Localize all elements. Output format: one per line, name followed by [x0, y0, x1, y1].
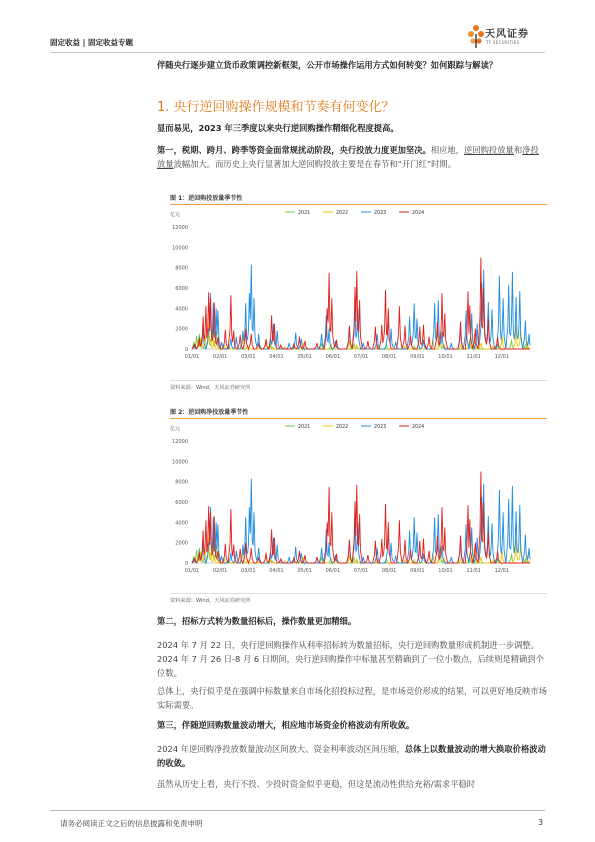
- figure-1-bottom-rule: [170, 380, 547, 381]
- x-tick-label: 08/01: [381, 354, 397, 360]
- x-tick-label: 01/01: [184, 354, 200, 360]
- legend-label-2023: 2023: [374, 211, 387, 216]
- figure-1-rule: [170, 204, 547, 205]
- para5-text: 2024 年逆回购净投放数量波动区间放大、资金利率波动区间压缩，: [157, 744, 405, 754]
- legend-label-2022: 2022: [336, 211, 349, 216]
- figure-2-source: 资料来源：Wind，天风证券研究所: [170, 598, 251, 604]
- legend-label-2021: 2021: [298, 211, 311, 216]
- x-tick-label: 09/01: [410, 354, 425, 360]
- lead-sentence: 显而易见，2023 年三季度以来央行逆回购操作精细化程度提高。: [157, 123, 399, 133]
- para1-bold: 第一，税期、跨月、跨季等资金面常规扰动阶段，央行投放力度更加坚决。: [157, 145, 431, 155]
- section-title: 1. 央行逆回购操作规模和节奏有何变化？: [157, 100, 395, 115]
- x-tick-label: 09/01: [410, 568, 425, 574]
- legend-label-2024: 2024: [412, 211, 425, 216]
- x-tick-label: 12/01: [494, 568, 510, 574]
- x-tick-label: 05/01: [297, 568, 312, 574]
- x-tick-label: 04/01: [269, 568, 284, 574]
- legend-label-2021: 2021: [298, 425, 311, 430]
- figure-2-rule: [170, 418, 547, 419]
- page-number: 3: [538, 818, 543, 827]
- y-axis-label: 亿元: [170, 212, 181, 218]
- y-tick-label: 8000: [175, 479, 188, 486]
- x-tick-label: 03/01: [241, 354, 256, 360]
- paragraph-1: [157, 143, 547, 171]
- x-tick-label: 04/01: [269, 354, 284, 360]
- paragraph-4-heading: 第三，伴随逆回购数量波动增大，相应地市场资金价格波动有所收敛。: [157, 720, 415, 730]
- paragraph-3: 总体上，央行似乎是在强调中标数量来自市场化招投标过程，是市场竞价形成的结果，可以更好地反映市场实际需要。: [157, 686, 547, 710]
- x-tick-label: 07/01: [353, 354, 369, 360]
- figure-2-chart: [170, 421, 540, 579]
- para1-underline-2: 净投放量: [157, 145, 539, 169]
- x-tick-label: 01/01: [184, 568, 200, 574]
- intro-question: 伴随央行逐步建立货币政策调控新框架，公开市场操作运用方式如何转变？如何跟踪与解读？: [157, 60, 498, 70]
- y-tick-label: 2000: [175, 540, 188, 547]
- x-tick-label: 06/01: [325, 354, 341, 360]
- paragraph-2-heading: 第二，招标方式转为数量招标后，操作数量更加精细。: [157, 616, 357, 626]
- logo-subtitle: TF SECURITIES: [486, 40, 520, 45]
- figure-1-source: 资料来源：Wind，天风证券研究所: [170, 385, 251, 391]
- y-tick-label: 0: [184, 347, 188, 353]
- x-tick-label: 12/01: [494, 354, 510, 360]
- x-tick-label: 08/01: [381, 568, 397, 574]
- x-tick-label: 11/01: [466, 568, 481, 574]
- y-tick-label: 4000: [175, 306, 188, 313]
- y-tick-label: 6000: [175, 286, 188, 292]
- x-tick-label: 07/01: [353, 568, 369, 574]
- header-divider: [50, 52, 545, 53]
- legend-label-2024: 2024: [412, 425, 425, 430]
- paragraph-2: 2024 年 7 月 22 日，央行逆回购操作从利率招标转为数量招标，央行逆回购数量形成机制进一步调整。2024 年 7 月 26 日-8 月 6 日期间，央行逆回购操作中标量甚至精确到了一位小数点，后续则是精确到个位数。: [157, 640, 544, 678]
- paragraph-5: [157, 742, 547, 770]
- footer-divider: [50, 810, 545, 811]
- y-tick-label: 10000: [172, 459, 188, 466]
- y-tick-label: 0: [184, 561, 188, 567]
- figure-2-title: 图 2：逆回购净投放量季节性: [170, 409, 249, 416]
- y-tick-label: 6000: [175, 500, 188, 506]
- figure-1-title: 图 1：逆回购投放量季节性: [170, 195, 243, 202]
- paragraph-6: 虽然从历史上看，央行不投、少投时资金似乎更稳，但这是流动性供给充裕/需求平稳时: [157, 779, 476, 789]
- y-tick-label: 10000: [172, 245, 188, 252]
- x-tick-label: 02/01: [212, 354, 228, 360]
- legend-label-2022: 2022: [336, 425, 349, 430]
- para1-text-c: 波幅加大。而历史上央行显著加大逆回购投放主要是在春节和“开门红”时期。: [173, 159, 457, 169]
- logo-text: 天风证券: [485, 29, 529, 40]
- flower-icon: [468, 25, 484, 48]
- x-tick-label: 05/01: [297, 354, 312, 360]
- x-tick-label: 10/01: [438, 354, 453, 360]
- x-tick-label: 11/01: [466, 354, 481, 360]
- figure-1-chart: [170, 207, 540, 365]
- footer-disclaimer: 请务必阅读正文之后的信息披露和免责申明: [60, 819, 203, 828]
- y-tick-label: 12000: [172, 439, 188, 445]
- para5-bold: 总体上以数量波动的增大换取价格波动的收敛。: [157, 744, 546, 768]
- y-tick-label: 8000: [175, 265, 188, 272]
- para1-underline-1: 逆回购投放量: [464, 145, 514, 155]
- header-category: 固定收益 | 固定收益专题: [50, 38, 133, 47]
- y-tick-label: 12000: [172, 225, 188, 231]
- y-tick-label: 4000: [175, 520, 188, 527]
- x-tick-label: 06/01: [325, 568, 341, 574]
- x-tick-label: 10/01: [438, 568, 453, 574]
- para1-text-a: 相应地，: [430, 145, 465, 155]
- figure-2-bottom-rule: [170, 593, 547, 594]
- x-tick-label: 03/01: [241, 568, 256, 574]
- y-axis-label: 亿元: [170, 426, 181, 432]
- para1-text-b: 和: [513, 145, 523, 155]
- x-tick-label: 02/01: [212, 568, 228, 574]
- legend-label-2023: 2023: [374, 425, 387, 430]
- y-tick-label: 2000: [175, 326, 188, 333]
